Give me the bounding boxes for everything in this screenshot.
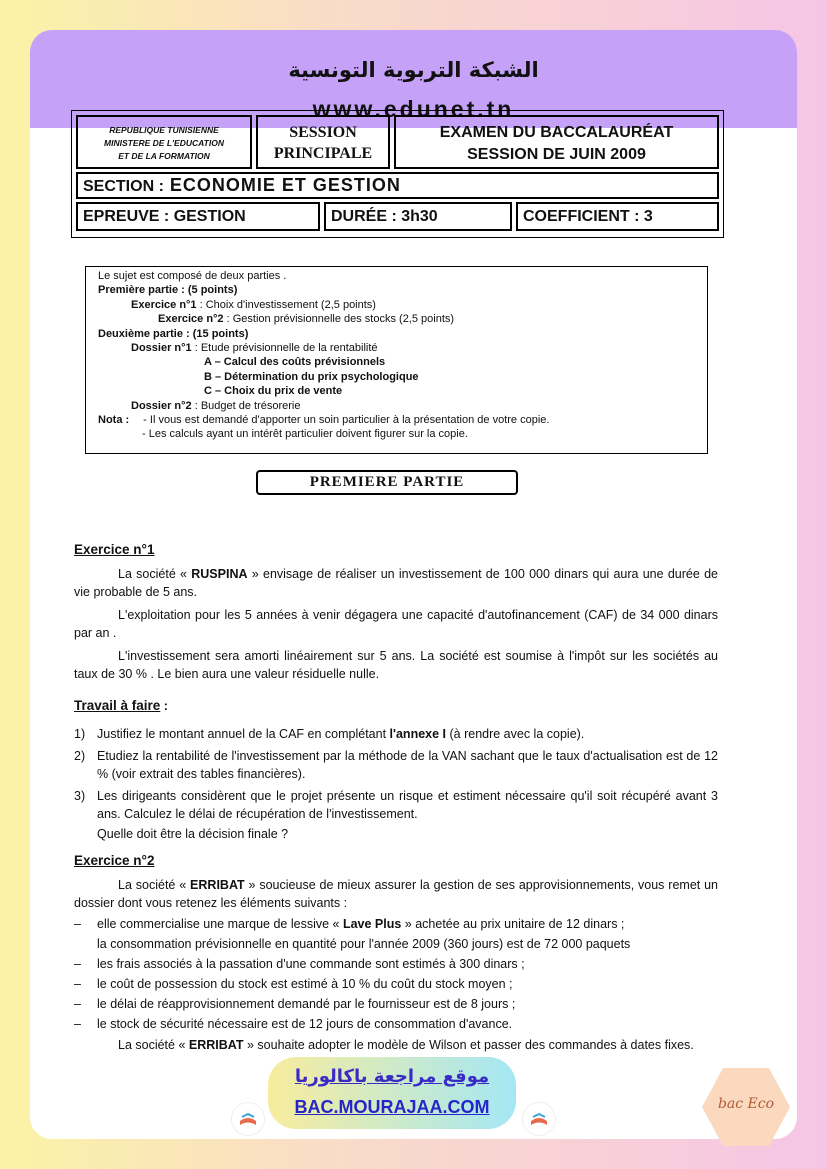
summary-ex2-label: Exercice n°2 — [158, 313, 224, 326]
exam-header — [71, 110, 724, 238]
ministry-box — [76, 115, 252, 169]
ex2-bullet: – elle commercialise une marque de lessive « Lave Plus » achetée au prix unitaire de 12 dinars ; — [74, 917, 625, 931]
summary-ex1-label: Exercice n°1 — [131, 298, 197, 311]
exercise1-para3: L'investissement sera amorti linéairement sur 5 ans. La société est soumise à l'impôt sur les sociétés au taux de 30 % . Le bien aura une valeur résiduelle nulle. — [74, 649, 718, 681]
summary-nota-text2: - Les calculs ayant un intérêt particulier doivent figurer sur la copie. — [142, 428, 468, 441]
ex2-bullet: – le délai de réapprovisionnement demandé par le fournisseur est de 8 jours ; — [74, 997, 516, 1011]
summary-nota-label: Nota : — [98, 414, 130, 427]
annex-ref: l'annexe I — [389, 727, 447, 741]
session-box — [256, 115, 390, 169]
exam-session: SESSION DE JUIN 2009 — [467, 146, 646, 163]
work-title: Travail à faire — [74, 698, 161, 713]
exercise2-para2: La société « ERRIBAT » souhaite adopter le modèle de Wilson et passer des commandes à dates fixes. — [118, 1038, 694, 1052]
bac-eco-badge — [700, 1066, 792, 1148]
summary-item-c: C – Choix du prix de vente — [204, 385, 343, 398]
summary-dossier2-text: : Budget de trésorerie — [191, 399, 301, 412]
exercise2-title: Exercice n°2 — [74, 853, 155, 868]
question-1: 1) Justifiez le montant annuel de la CAF en complétant l'annexe I (à rendre avec la copie). — [74, 727, 585, 741]
session-line: PRINCIPALE — [273, 145, 373, 162]
summary-line: Le sujet est composé de deux parties . — [98, 270, 287, 282]
footer-arabic-link[interactable]: موقع مراجعة باكالوريا — [294, 1066, 490, 1087]
section-label: SECTION : — [83, 178, 164, 195]
question-3: 3) Les dirigeants considèrent que le projet présente un risque et estiment nécessaire qu'il soit récupéré avant 3 ans. Calculez le délai de récupération de l'investissement. — [74, 789, 718, 821]
company-name: RUSPINA — [191, 567, 248, 581]
section-value: ECONOMIE ET GESTION — [169, 175, 401, 195]
exercise1: Exercice n°1 La société « RUSPINA » envisage de réaliser un investissement de 100 000 dinars qui aura une durée de vie probable de 5 ans. L'exploitation pour les 5 années à venir dégagera une capacité d'autofinancement (CAF) de 34 000 dinars par an . L'investissement sera amorti linéairement sur 5 ans. La société est soumise à l'impôt sur les sociétés au taux de 30 % . Le bien aura une valeur résiduelle nulle. Travail à faire : 1) Justifiez le montant annuel de la CAF en complétant l'annexe I (à rendre avec la copie). 2) Etudiez la rentabilité de l'investissement par la méthode de la VAN sachant que le taux d'actualisation est de 12 % (voir extrait des tables financières). 3) Les dirigeants considèrent que le projet présente un risque et estiment nécessaire qu'il soit récupéré avant 3 ans. Calculez le délai de récupération de l'investissement. Quelle doit être la décision finale ? — [74, 542, 718, 841]
ex2-bullet: – les frais associés à la passation d'une commande sont estimés à 300 dinars ; — [74, 957, 525, 971]
summary-part2: Deuxième partie : (15 points) — [98, 327, 249, 340]
summary-dossier1-label: Dossier n°1 — [131, 342, 192, 355]
summary-dossier1-text: : Etude prévisionnelle de la rentabilité — [191, 342, 378, 355]
coefficient-box: COEFFICIENT : 3 — [516, 202, 719, 231]
session-line: SESSION — [289, 124, 357, 141]
exam-title-box — [394, 115, 719, 169]
question-2: 2) Etudiez la rentabilité de l'investissement par la méthode de la VAN sachant que le taux d'actualisation est de 12 % (voir extrait des tables financières). — [74, 749, 718, 781]
epreuve-box: EPREUVE : GESTION — [76, 202, 320, 231]
summary-item-a: A – Calcul des coûts prévisionnels — [204, 356, 386, 369]
footer-site-link[interactable]: BAC.MOURAJAA.COM — [294, 1097, 490, 1117]
summary-dossier2-label: Dossier n°2 — [131, 399, 192, 412]
duration-box: DURÉE : 3h30 — [324, 202, 512, 231]
company-name: ERRIBAT — [188, 1038, 244, 1052]
exercise1-para2: L'exploitation pour les 5 années à venir dégagera une capacité d'autofinancement (CAF) de 34 000 dinars par an . — [74, 608, 718, 640]
question-3-final: Quelle doit être la décision finale ? — [97, 827, 289, 841]
company-name: ERRIBAT — [190, 878, 245, 892]
exercise2 — [74, 852, 718, 1054]
badge-text: bac Eco — [717, 1096, 775, 1112]
summary-ex2-text: : Gestion prévisionnelle des stocks (2,5 points) — [223, 313, 455, 326]
ex2-bullet-cont: la consommation prévisionnelle en quantité pour l'année 2009 (360 jours) est de 72 000 paquets — [97, 937, 631, 951]
banner-url[interactable]: www.edunet.tn — [312, 96, 515, 122]
exercise2-para1: La société « ERRIBAT » soucieuse de mieux assurer la gestion de ses approvisionnements, vous remet un dossier dont vous retenez les éléments suivants : — [74, 878, 718, 910]
exercise1-title: Exercice n°1 — [74, 542, 155, 557]
section-box — [76, 172, 719, 199]
ex2-bullet: – le stock de sécurité nécessaire est de 12 jours de consommation d'avance. — [74, 1017, 513, 1031]
summary-nota-text: - Il vous est demandé d'apporter un soin particulier à la présentation de votre copie. — [143, 414, 550, 427]
exercise1-para1: La société « RUSPINA » envisage de réaliser un investissement de 100 000 dinars qui aura une durée de vie probable de 5 ans. — [74, 567, 718, 599]
ex2-bullet: – le coût de possession du stock est estimé à 10 % du coût du stock moyen ; — [74, 977, 513, 991]
ministry-line: MINISTERE DE L'EDUCATION — [104, 138, 224, 148]
exam-title: EXAMEN DU BACCALAURÉAT — [439, 124, 674, 141]
exam-summary-box — [85, 266, 708, 454]
footer-badge[interactable] — [268, 1057, 516, 1129]
summary-ex1-text: : Choix d'investissement (2,5 points) — [196, 298, 376, 311]
book-logo-icon — [522, 1102, 556, 1136]
summary-item-b: B – Détermination du prix psychologique — [204, 370, 419, 383]
ministry-line: ET DE LA FORMATION — [118, 151, 210, 161]
ministry-line: REPUBLIQUE TUNISIENNE — [109, 125, 219, 135]
book-logo-icon — [231, 1102, 265, 1136]
product-name: Lave Plus — [342, 917, 402, 931]
part-title: PREMIERE PARTIE — [256, 470, 518, 495]
summary-part1: Première partie : (5 points) — [98, 284, 238, 297]
banner-arabic-title: الشبكة التربوية التونسية — [288, 58, 539, 82]
